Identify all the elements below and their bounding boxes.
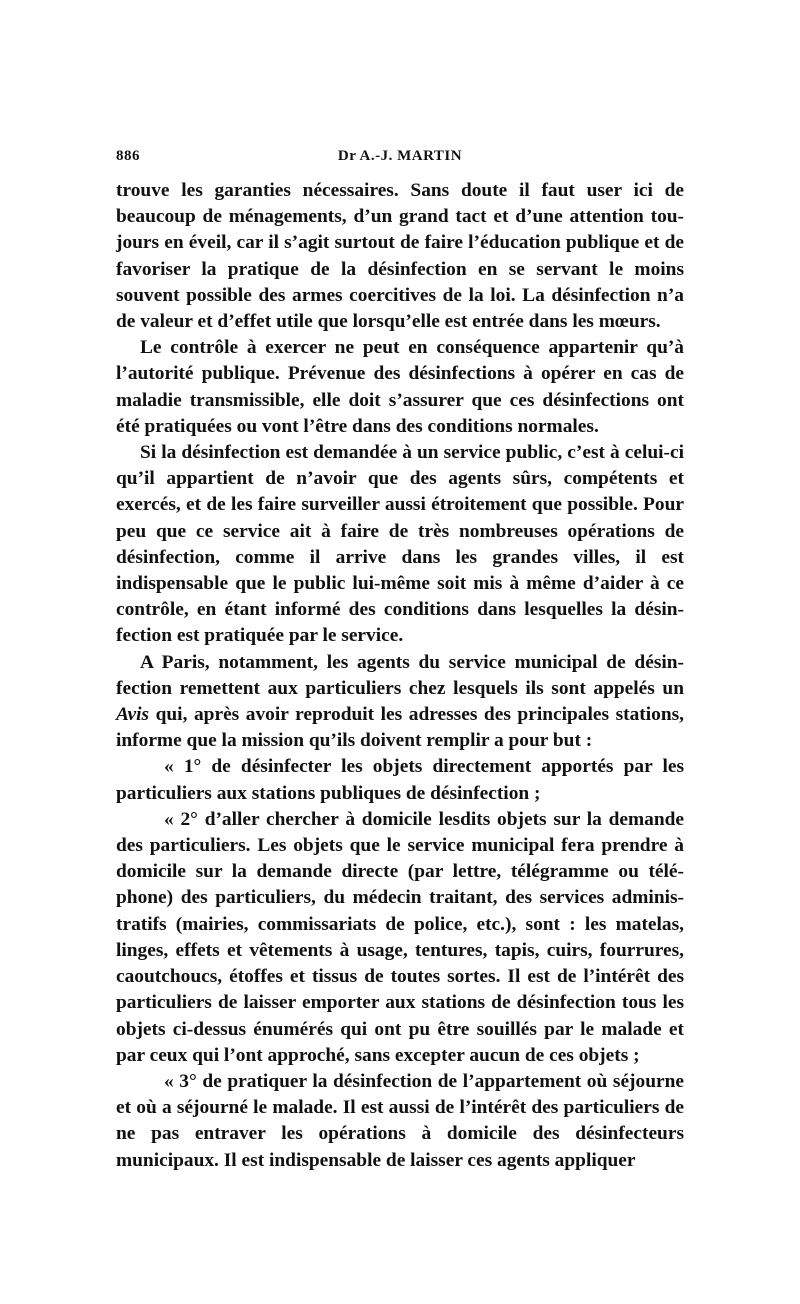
book-page (116, 148, 684, 1174)
paragraph: Le contrôle à exercer ne peut en conséquence appartenir qu’à l’autorité publique. Prévenue des désinfections à opérer en cas de maladie transmissible, elle doit s’assurer que ces désinfections ont été pratiquées ou vont l’être dans des conditions normales. (116, 337, 684, 437)
quoted-list-item: « 2° d’aller chercher à domicile lesdits objets sur la demande des particuliers. Les objets que le service municipal fera prendre à domicile sur la demande directe (par lettre, télégramme ou télé-phone) des particuliers, du médecin traitant, des services adminis-tratifs (mairies, commissariats de police, etc.), sont : les matelas, linges, effets et vêtements à usage, tentures, tapis, cuirs, fourrures, caoutchoucs, étoffes et tissus de toutes sortes. Il est de l’intérêt des particuliers de laisser emporter aux stations de désinfection tous les objets ci-dessus énumérés qui ont pu être souillés par le malade et par ceux qui l’ont approché, sans excepter aucun de ces objets ; (116, 808, 684, 1066)
running-title: Dr A.-J. MARTIN (337, 148, 463, 164)
quoted-list-item: « 1° de désinfecter les objets directement apportés par les particuliers aux stations publiques de désinfection ; (116, 756, 684, 804)
emphasized-word: Avis (116, 704, 150, 726)
paragraph: Si la désinfection est demandée à un service public, c’est à celui-ci qu’il appartient de n’avoir que des agents sûrs, compétents et exercés, et de les faire surveiller aussi étroitement que possible. Pour peu que ce service ait à faire de très nombreuses opérations de désinfection, comme il arrive dans les grandes villes, il est indispensable que le public lui-même soit mis à même d’aider à ce contrôle, en étant informé des conditions dans lesquelles la désin-fection est pratiquée par le service. (116, 442, 684, 647)
paragraph-continuation: trouve les garanties nécessaires. Sans doute il faut user ici de beaucoup de ménagements, d’un grand tact et d’une attention tou-jours en éveil, car il s’agit surtout de faire l’éducation publique et de favoriser la pratique de la désinfection en se servant le moins souvent possible des armes coercitives de la loi. La désinfection n’a de valeur et d’effet utile que lorsqu’elle est entrée dans les mœurs. (116, 180, 684, 333)
page-number: 886 (116, 148, 140, 164)
paragraph-text: A Paris, notamment, les agents du service municipal de désin-fection remettent aux particuliers chez lesquels ils sont appelés un (116, 651, 684, 699)
paragraph-text: qui, après avoir reproduit les adresses des principales stations, informe que la mission qu’ils doivent remplir a pour but : (116, 704, 684, 752)
quoted-list-item: « 3° de pratiquer la désinfection de l’appartement où séjourne et où a séjourné le malade. Il est aussi de l’intérêt des particuliers de ne pas entraver les opérations à domicile des désinfecteurs municipaux. Il est indispensable de laisser ces agents appliquer (116, 1070, 684, 1171)
body-text (116, 178, 684, 1174)
paragraph (116, 650, 684, 755)
running-header (116, 148, 684, 172)
